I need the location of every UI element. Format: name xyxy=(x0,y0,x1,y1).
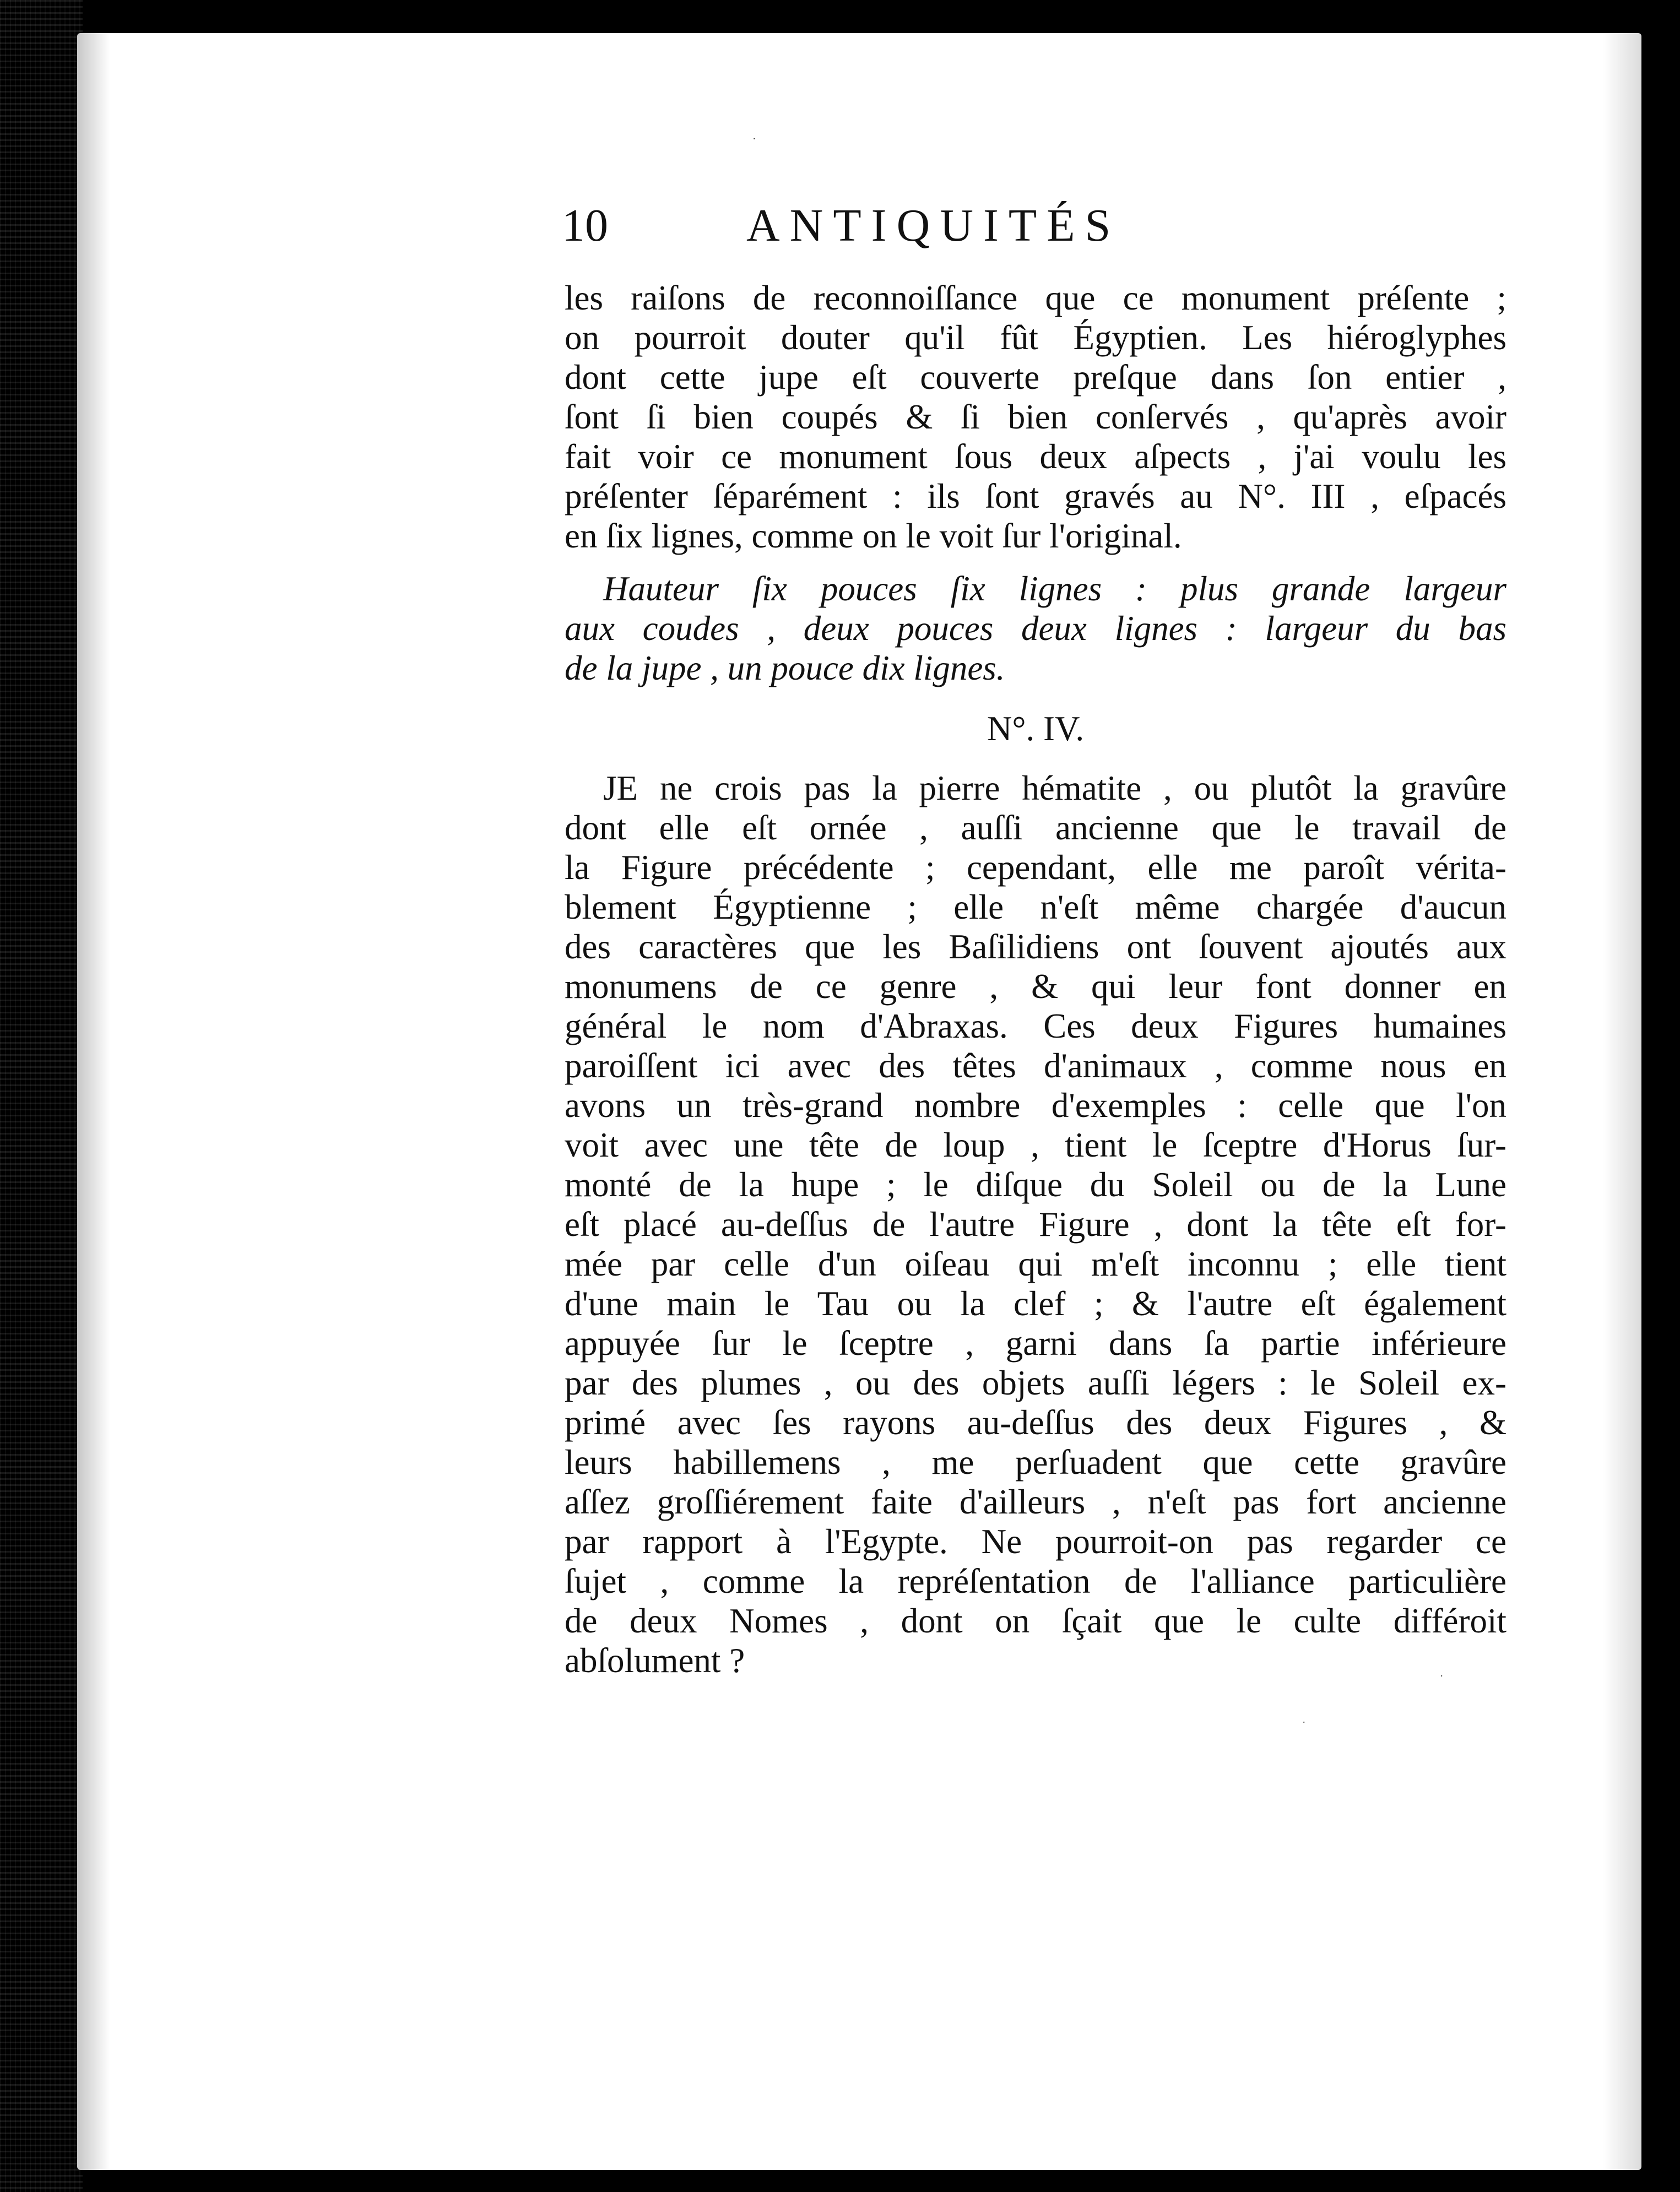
speck-mark: . xyxy=(1440,1668,1443,1679)
text-line: ſujet , comme la repréſentation de l'alliance particulière xyxy=(565,1562,1506,1600)
text-line: on pourroit douter qu'il fût Égyptien. Les hiéroglyphes xyxy=(565,318,1506,357)
text-line: d'une main le Tau ou la clef ; & l'autre eſt également xyxy=(565,1284,1506,1323)
text-line: primé avec ſes rayons au-deſſus des deux Figures , & xyxy=(565,1403,1506,1442)
italic-line: Hauteur ſix pouces ſix lignes : plus grande largeur xyxy=(603,569,1506,608)
text-line: ſont ſi bien coupés & ſi bien conſervés , qu'après avoir xyxy=(565,398,1506,436)
text-line: en ſix lignes, comme on le voit ſur l'original. xyxy=(565,517,1182,555)
page-number: 10 xyxy=(562,200,608,251)
text-line: appuyée ſur le ſceptre , garni dans ſa partie inférieure xyxy=(565,1324,1506,1363)
left-edge-noise xyxy=(0,0,83,2192)
text-line: voit avec une tête de loup , tient le ſceptre d'Horus ſur- xyxy=(565,1126,1506,1164)
section-heading: N°. IV. xyxy=(987,709,1085,748)
text-line: de deux Nomes , dont on ſçait que le culte différoit xyxy=(565,1602,1506,1640)
text-line: fait voir ce monument ſous deux aſpects , j'ai voulu les xyxy=(565,437,1506,476)
text-line: les raiſons de reconnoiſſance que ce monument préſente ; xyxy=(565,279,1506,317)
text-line: paroiſſent ici avec des têtes d'animaux , comme nous en xyxy=(565,1046,1506,1085)
text-line: JE ne crois pas la pierre hématite , ou plutôt la gravûre xyxy=(603,769,1506,807)
speck-mark: . xyxy=(753,131,756,142)
text-line: par des plumes , ou des objets auſſi légers : le Soleil ex- xyxy=(565,1364,1506,1402)
text-line: eſt placé au-deſſus de l'autre Figure , dont la tête eſt for- xyxy=(565,1205,1506,1244)
page-shadow-left xyxy=(77,33,110,2170)
page xyxy=(77,33,1641,2170)
text-line: aſſez groſſiérement faite d'ailleurs , n'eſt pas fort ancienne xyxy=(565,1483,1506,1521)
text-line: par rapport à l'Egypte. Ne pourroit-on pas regarder ce xyxy=(565,1522,1506,1561)
text-line: dont cette jupe eſt couverte preſque dans ſon entier , xyxy=(565,358,1506,397)
spacer xyxy=(565,556,1506,569)
text-line: des caractères que les Baſilidiens ont ſouvent ajoutés aux xyxy=(565,927,1506,966)
text-line: abſolument ? xyxy=(565,1641,745,1680)
italic-line: aux coudes , deux pouces deux lignes : largeur du bas xyxy=(565,609,1506,648)
text-line: dont elle eſt ornée , auſſi ancienne que le travail de xyxy=(565,809,1506,847)
text-line: préſenter ſéparément : ils ſont gravés au N°. III , eſpacés xyxy=(565,477,1506,516)
page-right-shade xyxy=(1603,33,1641,2170)
running-title: ANTIQUITÉS xyxy=(746,200,1121,251)
text-line: général le nom d'Abraxas. Ces deux Figures humaines xyxy=(565,1007,1506,1045)
text-block xyxy=(565,278,1506,1680)
text-line: leurs habillemens , me perſuadent que cette gravûre xyxy=(565,1443,1506,1482)
text-line: avons un très-grand nombre d'exemples : celle que l'on xyxy=(565,1086,1506,1125)
speck-mark: . xyxy=(1303,1714,1305,1725)
text-line: blement Égyptienne ; elle n'eſt même chargée d'aucun xyxy=(565,888,1506,926)
running-head xyxy=(562,196,1361,262)
text-line: monté de la hupe ; le diſque du Soleil ou de la Lune xyxy=(565,1165,1506,1204)
italic-line: de la jupe , un pouce dix lignes. xyxy=(565,649,1005,687)
text-line: monumens de ce genre , & qui leur font donner en xyxy=(565,967,1506,1006)
text-line: la Figure précédente ; cependant, elle me paroît vérita- xyxy=(565,848,1506,887)
text-line: mée par celle d'un oiſeau qui m'eſt inconnu ; elle tient xyxy=(565,1245,1506,1283)
